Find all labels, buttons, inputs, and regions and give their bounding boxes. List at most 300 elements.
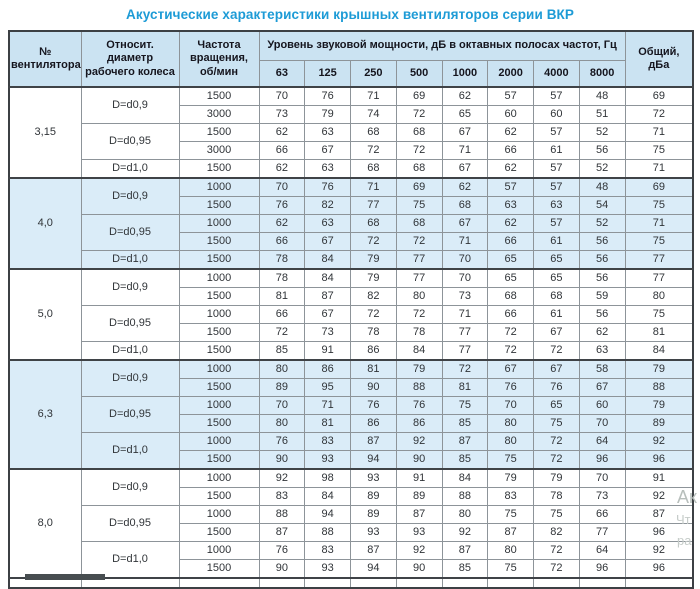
spl-value-cell: 86	[396, 415, 442, 433]
total-dba-cell: 81	[625, 324, 693, 342]
total-dba-cell: 72	[625, 106, 693, 124]
diameter-cell: D=d1,0	[81, 542, 179, 579]
spl-value-cell: 75	[488, 560, 534, 579]
spl-value-cell: 68	[534, 288, 580, 306]
spl-value-cell: 77	[442, 324, 488, 342]
spl-value-cell: 80	[259, 415, 305, 433]
total-dba-cell: 92	[625, 542, 693, 560]
fan-size-cell: 3,15	[9, 87, 81, 178]
spl-value-cell: 61	[534, 233, 580, 251]
spl-value-cell: 48	[579, 87, 625, 106]
spl-value-cell: 72	[488, 324, 534, 342]
total-dba-cell: 71	[625, 124, 693, 142]
total-dba-cell: 96	[625, 451, 693, 470]
spl-value-cell: 66	[259, 233, 305, 251]
spl-value-cell: 70	[259, 397, 305, 415]
speed-cell: 1000	[179, 433, 259, 451]
spl-value-cell: 72	[442, 360, 488, 379]
spl-value-cell: 77	[579, 524, 625, 542]
spl-value-cell: 75	[396, 197, 442, 215]
total-dba-cell: 75	[625, 306, 693, 324]
spl-value-cell: 63	[534, 197, 580, 215]
spl-value-cell: 57	[534, 160, 580, 179]
table-body	[9, 87, 693, 588]
spl-value-cell: 81	[442, 379, 488, 397]
table-row	[9, 433, 693, 451]
speed-cell: 1500	[179, 451, 259, 470]
spl-value-cell: 98	[305, 469, 351, 488]
spl-value-cell: 91	[396, 469, 442, 488]
spl-value-cell: 77	[351, 197, 397, 215]
spl-value-cell: 62	[259, 124, 305, 142]
total-dba-cell: 87	[625, 506, 693, 524]
spl-value-cell: 87	[351, 542, 397, 560]
spl-value-cell: 79	[305, 106, 351, 124]
table-row	[9, 397, 693, 415]
spl-value-cell: 90	[396, 560, 442, 579]
spl-value-cell: 68	[351, 215, 397, 233]
total-dba-cell: 89	[625, 415, 693, 433]
total-dba-cell: 69	[625, 178, 693, 197]
spl-value-cell: 62	[488, 215, 534, 233]
spl-value-cell: 65	[534, 251, 580, 270]
spl-value-cell: 82	[351, 288, 397, 306]
table-row	[9, 178, 693, 197]
spl-value-cell: 59	[579, 288, 625, 306]
spl-value-cell: 87	[396, 506, 442, 524]
spl-value-cell: 76	[305, 87, 351, 106]
spl-value-cell: 78	[351, 324, 397, 342]
spl-value-cell: 72	[534, 560, 580, 579]
fan-size-cell: 5,0	[9, 269, 81, 360]
speed-cell: 1500	[179, 415, 259, 433]
spl-value-cell: 93	[305, 560, 351, 579]
total-dba-cell: 69	[625, 87, 693, 106]
spl-value-cell: 57	[534, 124, 580, 142]
total-dba-cell: 96	[625, 524, 693, 542]
spl-value-cell: 87	[442, 433, 488, 451]
diameter-cell: D=d0,9	[81, 178, 179, 215]
spl-value-cell: 88	[396, 379, 442, 397]
speed-cell: 1500	[179, 288, 259, 306]
spl-value-cell: 85	[442, 451, 488, 470]
diameter-cell: D=d0,95	[81, 124, 179, 160]
spl-value-cell: 96	[579, 560, 625, 579]
spl-value-cell: 68	[396, 124, 442, 142]
spl-value-cell: 66	[259, 142, 305, 160]
spl-value-cell: 80	[259, 360, 305, 379]
header-band-4000: 4000	[534, 61, 580, 88]
spl-value-cell: 87	[259, 524, 305, 542]
header-band-125: 125	[305, 61, 351, 88]
spl-value-cell: 83	[488, 488, 534, 506]
spl-value-cell: 62	[442, 178, 488, 197]
spl-value-cell: 75	[534, 415, 580, 433]
spl-value-cell: 90	[351, 379, 397, 397]
spl-value-cell: 92	[259, 469, 305, 488]
spl-value-cell: 56	[579, 251, 625, 270]
diameter-cell: D=d0,95	[81, 215, 179, 251]
spl-value-cell: 68	[396, 160, 442, 179]
spl-value-cell: 67	[442, 215, 488, 233]
spl-value-cell: 72	[534, 342, 580, 361]
spl-value-cell: 73	[442, 288, 488, 306]
spl-value-cell: 83	[259, 488, 305, 506]
fan-size-cell: 6,3	[9, 360, 81, 469]
speed-cell: 1000	[179, 215, 259, 233]
header-total-dba: Общий, дБа	[625, 31, 693, 87]
spl-value-cell: 89	[259, 379, 305, 397]
spl-value-cell: 78	[396, 324, 442, 342]
spl-value-cell: 72	[534, 451, 580, 470]
spl-value-cell: 76	[534, 379, 580, 397]
spl-value-cell: 67	[534, 324, 580, 342]
diameter-cell: D=d1,0	[81, 342, 179, 361]
spl-value-cell: 71	[442, 142, 488, 160]
spl-value-cell: 63	[579, 342, 625, 361]
spl-value-cell: 94	[351, 560, 397, 579]
diameter-cell: D=d0,95	[81, 397, 179, 433]
speed-cell: 1500	[179, 342, 259, 361]
spl-value-cell: 86	[351, 342, 397, 361]
total-dba-cell: 91	[625, 469, 693, 488]
spl-value-cell: 85	[259, 342, 305, 361]
spl-value-cell: 66	[579, 506, 625, 524]
spl-value-cell: 72	[396, 142, 442, 160]
header-fan-number: № вентилятора	[9, 31, 81, 87]
spl-value-cell: 93	[351, 469, 397, 488]
spl-value-cell: 70	[579, 469, 625, 488]
spl-value-cell: 83	[305, 542, 351, 560]
spl-value-cell: 66	[259, 306, 305, 324]
spl-value-cell: 83	[305, 433, 351, 451]
spl-value-cell: 60	[488, 106, 534, 124]
total-dba-cell: 92	[625, 433, 693, 451]
spl-value-cell: 64	[579, 542, 625, 560]
spl-value-cell: 62	[442, 87, 488, 106]
spl-value-cell: 66	[488, 233, 534, 251]
spl-value-cell: 56	[579, 142, 625, 160]
table-row	[9, 342, 693, 361]
spl-value-cell: 61	[534, 142, 580, 160]
total-dba-cell: 71	[625, 215, 693, 233]
header-band-250: 250	[351, 61, 397, 88]
header-band-2000: 2000	[488, 61, 534, 88]
spl-value-cell: 73	[579, 488, 625, 506]
spl-value-cell: 57	[534, 215, 580, 233]
total-dba-cell: 96	[625, 560, 693, 579]
speed-cell: 3000	[179, 106, 259, 124]
table-header	[9, 31, 693, 87]
speed-cell: 1500	[179, 379, 259, 397]
spl-value-cell: 72	[351, 306, 397, 324]
spl-value-cell: 62	[259, 215, 305, 233]
spl-value-cell: 77	[396, 269, 442, 288]
speed-cell: 1000	[179, 360, 259, 379]
spl-value-cell: 92	[396, 433, 442, 451]
acoustic-characteristics-table	[8, 30, 694, 589]
diameter-cell: D=d0,9	[81, 269, 179, 306]
spl-value-cell: 62	[259, 160, 305, 179]
spl-value-cell: 74	[351, 106, 397, 124]
spl-value-cell: 48	[579, 178, 625, 197]
spl-value-cell: 72	[396, 106, 442, 124]
spl-value-cell: 79	[396, 360, 442, 379]
diameter-cell: D=d0,9	[81, 360, 179, 397]
speed-cell: 1000	[179, 269, 259, 288]
spl-value-cell: 85	[442, 415, 488, 433]
spl-value-cell: 73	[305, 324, 351, 342]
spl-value-cell: 57	[488, 87, 534, 106]
total-dba-cell: 88	[625, 379, 693, 397]
spl-value-cell: 62	[488, 160, 534, 179]
spl-value-cell: 86	[305, 360, 351, 379]
spl-value-cell: 79	[351, 269, 397, 288]
spl-value-cell: 88	[442, 488, 488, 506]
spl-value-cell: 70	[442, 251, 488, 270]
spl-value-cell: 82	[305, 197, 351, 215]
spl-value-cell: 80	[488, 415, 534, 433]
spl-value-cell: 67	[534, 360, 580, 379]
diameter-cell: D=d0,95	[81, 506, 179, 542]
spl-value-cell: 80	[396, 288, 442, 306]
spl-value-cell: 94	[305, 506, 351, 524]
total-dba-cell: 79	[625, 397, 693, 415]
diameter-cell: D=d0,9	[81, 87, 179, 124]
spl-value-cell: 65	[534, 397, 580, 415]
spl-value-cell: 90	[259, 560, 305, 579]
spl-value-cell: 92	[396, 542, 442, 560]
spl-value-cell: 69	[396, 178, 442, 197]
spl-value-cell: 93	[351, 524, 397, 542]
spl-value-cell: 87	[442, 542, 488, 560]
spl-value-cell: 52	[579, 124, 625, 142]
speed-cell: 3000	[179, 142, 259, 160]
speed-cell: 1500	[179, 233, 259, 251]
spl-value-cell: 76	[305, 178, 351, 197]
diameter-cell: D=d0,9	[81, 469, 179, 506]
spl-value-cell: 63	[305, 160, 351, 179]
speed-cell: 1500	[179, 524, 259, 542]
header-band-8000: 8000	[579, 61, 625, 88]
spl-value-cell: 68	[442, 197, 488, 215]
spl-value-cell: 95	[305, 379, 351, 397]
speed-cell: 1000	[179, 506, 259, 524]
table-row	[9, 269, 693, 288]
spl-value-cell: 76	[351, 397, 397, 415]
spl-value-cell: 71	[351, 87, 397, 106]
watermark-fragment: Ак	[677, 487, 697, 507]
spl-value-cell: 72	[351, 142, 397, 160]
spl-value-cell: 86	[351, 415, 397, 433]
spl-value-cell: 63	[305, 215, 351, 233]
spl-value-cell: 80	[488, 433, 534, 451]
spl-value-cell: 62	[488, 124, 534, 142]
spl-value-cell: 70	[259, 87, 305, 106]
spl-value-cell: 67	[442, 160, 488, 179]
spl-value-cell: 58	[579, 360, 625, 379]
spl-value-cell: 79	[488, 469, 534, 488]
total-dba-cell: 79	[625, 360, 693, 379]
spl-value-cell: 71	[442, 306, 488, 324]
spl-value-cell: 60	[534, 106, 580, 124]
spl-value-cell: 89	[396, 488, 442, 506]
spl-value-cell: 57	[534, 178, 580, 197]
spl-value-cell: 72	[259, 324, 305, 342]
spl-value-cell: 56	[579, 306, 625, 324]
spl-value-cell: 80	[442, 506, 488, 524]
spl-value-cell: 57	[534, 87, 580, 106]
table-row	[9, 360, 693, 379]
spl-value-cell: 93	[305, 451, 351, 470]
spl-value-cell: 56	[579, 233, 625, 251]
header-impeller-diameter: Относит. диаметр рабочего колеса	[81, 31, 179, 87]
table-row	[9, 306, 693, 324]
spl-value-cell: 90	[396, 451, 442, 470]
spl-value-cell: 93	[396, 524, 442, 542]
speed-cell: 1500	[179, 324, 259, 342]
spl-value-cell: 80	[488, 542, 534, 560]
spl-value-cell: 92	[442, 524, 488, 542]
fan-size-cell: 4,0	[9, 178, 81, 269]
spl-value-cell: 79	[351, 251, 397, 270]
speed-cell: 1500	[179, 87, 259, 106]
table-row	[9, 251, 693, 270]
spl-value-cell: 72	[534, 433, 580, 451]
page-title: Акустические характеристики крышных вентиляторов серии ВКР	[125, 7, 574, 22]
spl-value-cell: 91	[305, 342, 351, 361]
spl-value-cell: 72	[351, 233, 397, 251]
spl-value-cell: 94	[351, 451, 397, 470]
spl-value-cell: 70	[579, 415, 625, 433]
spl-value-cell: 89	[351, 506, 397, 524]
table-row	[9, 160, 693, 179]
diameter-cell: D=d0,95	[81, 306, 179, 342]
spl-value-cell: 81	[351, 360, 397, 379]
spl-value-cell: 84	[442, 469, 488, 488]
spl-value-cell: 72	[396, 233, 442, 251]
spl-value-cell: 72	[534, 542, 580, 560]
spl-value-cell: 87	[351, 433, 397, 451]
watermark-fragment: Чт	[676, 512, 691, 527]
spl-value-cell: 84	[305, 251, 351, 270]
spl-value-cell: 76	[259, 197, 305, 215]
spl-value-cell: 52	[579, 215, 625, 233]
spl-value-cell: 75	[488, 451, 534, 470]
spl-value-cell: 75	[488, 506, 534, 524]
spl-value-cell: 51	[579, 106, 625, 124]
spl-value-cell: 82	[534, 524, 580, 542]
speed-cell: 1500	[179, 197, 259, 215]
spl-value-cell: 65	[534, 269, 580, 288]
spl-value-cell: 68	[351, 124, 397, 142]
spl-value-cell: 85	[442, 560, 488, 579]
speed-cell: 1000	[179, 397, 259, 415]
spl-value-cell: 88	[305, 524, 351, 542]
spl-value-cell: 68	[396, 215, 442, 233]
spl-value-cell: 75	[534, 506, 580, 524]
fan-size-cell: 8,0	[9, 469, 81, 578]
spl-value-cell: 67	[305, 142, 351, 160]
total-dba-cell: 75	[625, 197, 693, 215]
spl-value-cell: 67	[488, 360, 534, 379]
speed-cell: 1000	[179, 469, 259, 488]
spl-value-cell: 68	[488, 288, 534, 306]
spl-value-cell: 76	[259, 542, 305, 560]
total-dba-cell: 80	[625, 288, 693, 306]
spl-value-cell: 71	[442, 233, 488, 251]
speed-cell: 1000	[179, 542, 259, 560]
total-dba-cell: 71	[625, 160, 693, 179]
speed-cell: 1500	[179, 560, 259, 579]
spl-value-cell: 90	[259, 451, 305, 470]
spl-value-cell: 70	[259, 178, 305, 197]
spl-value-cell: 71	[351, 178, 397, 197]
total-dba-cell: 75	[625, 142, 693, 160]
spl-value-cell: 76	[259, 433, 305, 451]
spl-value-cell: 66	[488, 306, 534, 324]
total-dba-cell: 75	[625, 233, 693, 251]
header-band-1000: 1000	[442, 61, 488, 88]
spl-value-cell: 87	[305, 288, 351, 306]
speed-cell: 1500	[179, 160, 259, 179]
speed-cell: 1500	[179, 124, 259, 142]
header-rotation-speed: Частота вращения, об/мин	[179, 31, 259, 87]
diameter-cell: D=d1,0	[81, 433, 179, 470]
spl-value-cell: 78	[534, 488, 580, 506]
spl-value-cell: 69	[396, 87, 442, 106]
header-sound-power-level: Уровень звуковой мощности, дБ в октавных полосах частот, Гц	[259, 31, 625, 61]
spl-value-cell: 77	[396, 251, 442, 270]
table-row	[9, 542, 693, 560]
spl-value-cell: 67	[305, 306, 351, 324]
speed-cell: 1500	[179, 488, 259, 506]
spl-value-cell: 84	[305, 269, 351, 288]
spl-value-cell: 89	[351, 488, 397, 506]
spl-value-cell: 71	[305, 397, 351, 415]
spl-value-cell: 65	[488, 269, 534, 288]
diameter-cell: D=d1,0	[81, 251, 179, 270]
spl-value-cell: 81	[305, 415, 351, 433]
spl-value-cell: 57	[488, 178, 534, 197]
spl-value-cell: 65	[442, 106, 488, 124]
spl-value-cell: 60	[579, 397, 625, 415]
speed-cell: 1500	[179, 251, 259, 270]
spl-value-cell: 70	[442, 269, 488, 288]
spl-value-cell: 72	[488, 342, 534, 361]
spl-value-cell: 84	[396, 342, 442, 361]
spl-value-cell: 88	[259, 506, 305, 524]
spl-value-cell: 67	[305, 233, 351, 251]
spl-value-cell: 67	[579, 379, 625, 397]
spl-value-cell: 76	[396, 397, 442, 415]
spl-value-cell: 96	[579, 451, 625, 470]
spl-value-cell: 76	[488, 379, 534, 397]
spl-value-cell: 81	[259, 288, 305, 306]
spl-value-cell: 54	[579, 197, 625, 215]
spl-value-cell: 65	[488, 251, 534, 270]
spl-value-cell: 63	[488, 197, 534, 215]
spl-value-cell: 64	[579, 433, 625, 451]
total-dba-cell: 84	[625, 342, 693, 361]
table-row	[9, 215, 693, 233]
spl-value-cell: 73	[259, 106, 305, 124]
table-row	[9, 506, 693, 524]
spl-value-cell: 70	[488, 397, 534, 415]
spl-value-cell: 87	[488, 524, 534, 542]
spl-value-cell: 77	[442, 342, 488, 361]
spl-value-cell: 52	[579, 160, 625, 179]
